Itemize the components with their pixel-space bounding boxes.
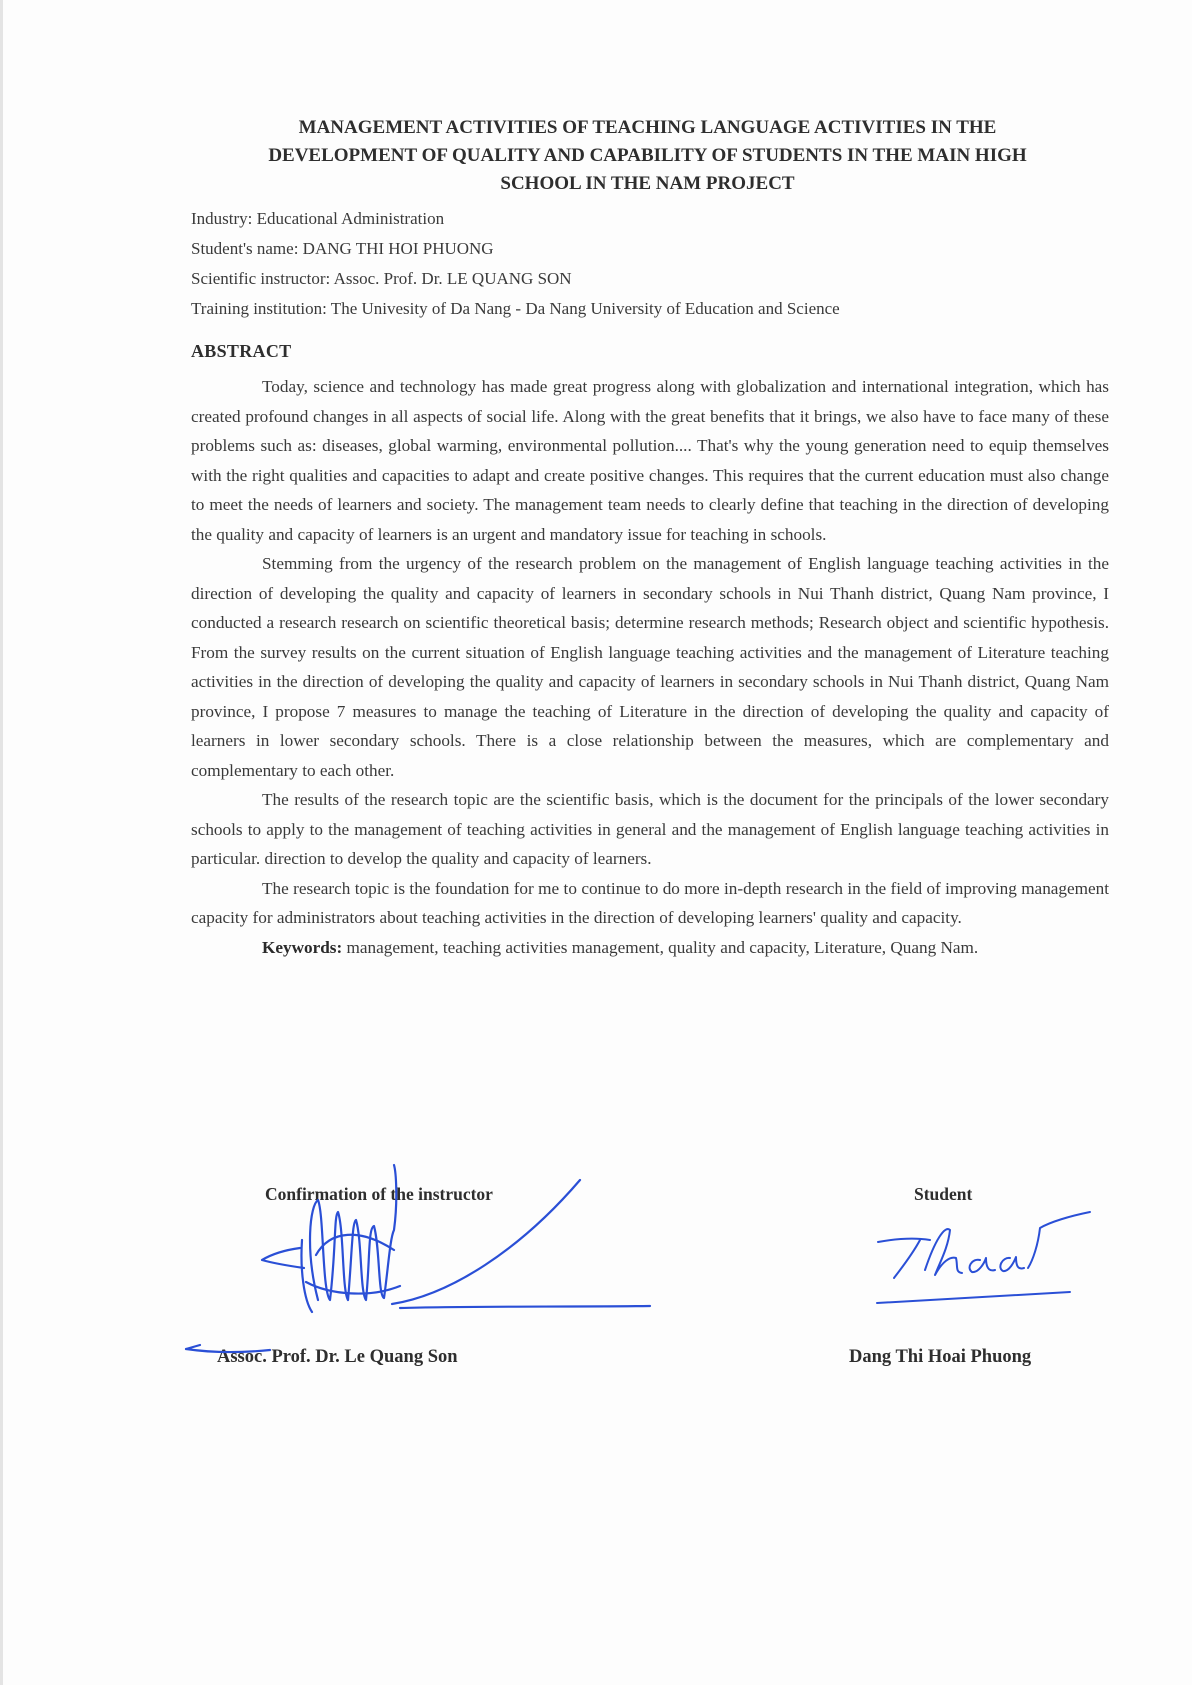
keywords-paragraph [191,933,1109,963]
student-heading: Student [914,1184,973,1204]
student-signature-image [877,1212,1090,1303]
abstract-paragraph-4: The research topic is the foundation for me to continue to do more in-depth research in the field of improving management capacity for administrators about teaching activities in the direction of developing learners' quality and capacity. [191,878,1109,927]
document-title [180,114,1115,198]
student-name: Dang Thi Hoai Phuong [849,1347,1032,1367]
abstract-heading: ABSTRACT [191,341,292,361]
meta-student-name: Student's name: DANG THI HOI PHUONG [191,239,494,258]
keywords-text: management, teaching activities management, quality and capacity, Literature, Quang Nam. [342,937,979,957]
title-line-3: SCHOOL IN THE NAM PROJECT [500,173,795,194]
abstract-body [191,372,1109,962]
instructor-confirmation-heading: Confirmation of the instructor [265,1184,493,1204]
abstract-paragraph-1: Today, science and technology has made great progress along with globalization and international integration, which has created profound changes in all aspects of social life. Along with the great benefits that it brings, we also have to face many of these problems such as: diseases, global warming, environmental pollution.... That's why the young generation need to equip themselves with the right qualities and capacities to adapt and create positive changes. This requires that the current education must also change to meet the needs of learners and society. The management team needs to clearly define that teaching in the direction of developing the quality and capacity of learners is an urgent and mandatory issue for teaching in schools. [191,377,1109,544]
abstract-paragraph-3: The results of the research topic are the scientific basis, which is the document for the principals of the lower secondary schools to apply to the management of teaching activities in general and the management of English language teaching activities in particular. direction to develop the quality and capacity of learners. [191,790,1109,868]
keywords-label: Keywords: [262,937,343,957]
abstract-paragraph-2: Stemming from the urgency of the research problem on the management of English language teaching activities in the direction of developing the quality and capacity of learners in secondary schools in Nui Thanh district, Quang Nam province, I conducted a research research on scientific theoretical basis; determine research methods; Research object and scientific hypothesis. From the survey results on the current situation of English language teaching activities and the management of Literature teaching activities in the direction of developing the quality and capacity of learners in secondary schools in Nui Thanh district, Quang Nam province, I propose 7 measures to manage the teaching of Literature in the direction of developing the quality and capacity of learners in lower secondary schools. There is a close relationship between the measures, which are complementary and complementary to each other. [191,554,1109,780]
instructor-name: Assoc. Prof. Dr. Le Quang Son [217,1347,458,1367]
meta-industry: Industry: Educational Administration [191,209,445,228]
meta-instructor: Scientific instructor: Assoc. Prof. Dr. LE QUANG SON [191,269,572,288]
scan-edge [0,0,3,1685]
title-line-1: MANAGEMENT ACTIVITIES OF TEACHING LANGUAGE ACTIVITIES IN THE [298,117,997,138]
meta-institution: Training institution: The Univesity of Da Nang - Da Nang University of Education and Science [191,299,840,318]
title-line-2: DEVELOPMENT OF QUALITY AND CAPABILITY OF STUDENTS IN THE MAIN HIGH [268,145,1027,166]
document-meta [191,204,1121,324]
